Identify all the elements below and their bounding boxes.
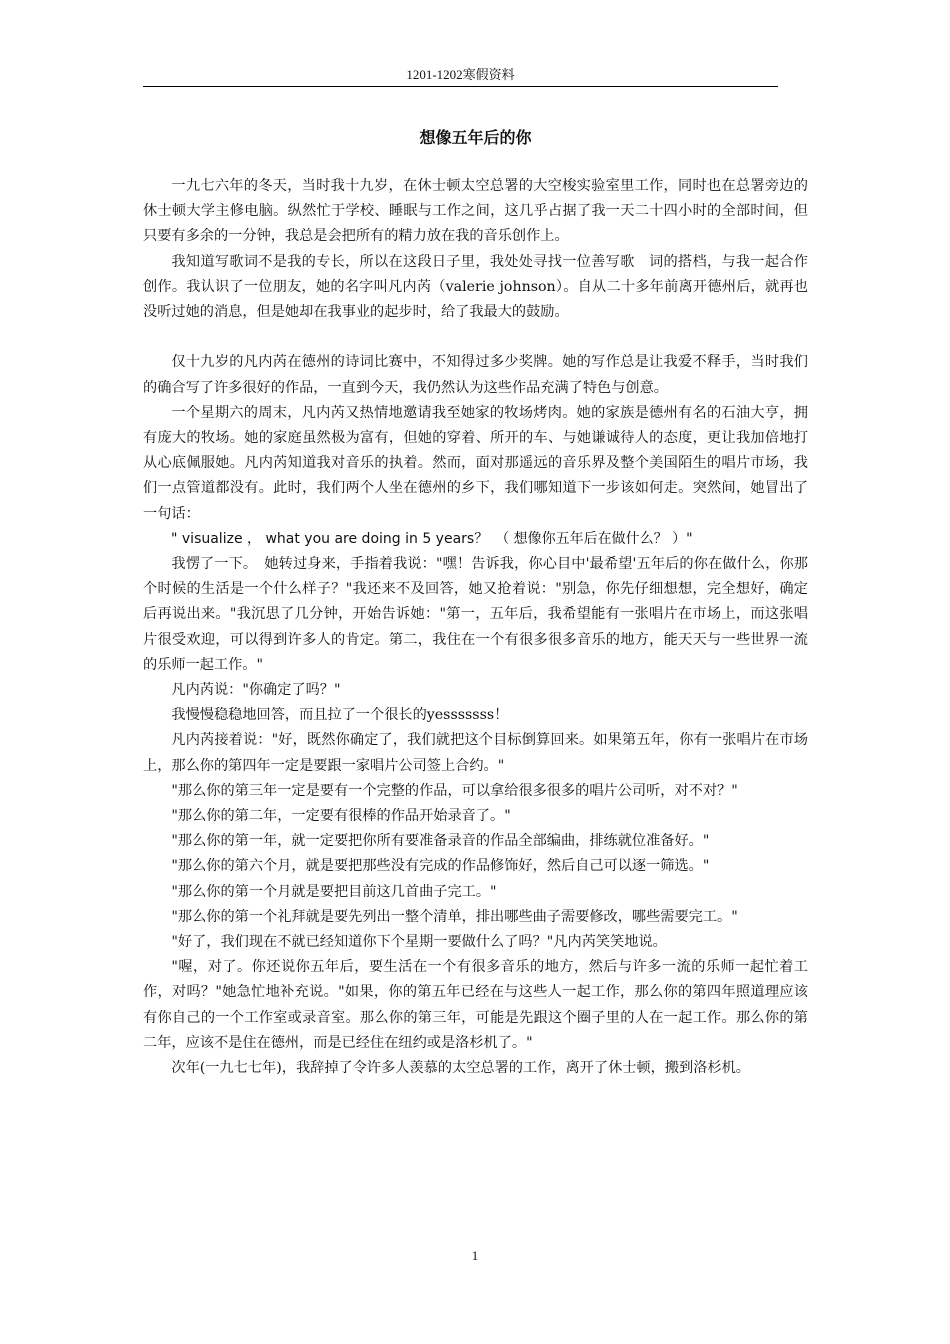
paragraph-gap: [143, 325, 808, 350]
header-rule: [143, 86, 778, 87]
paragraph: "那么你的第三年一定是要有一个完整的作品，可以拿给很多很多的唱片公司听，对不对？": [171, 782, 738, 799]
paragraph: 一个星期六的周末，凡内芮又热情地邀请我至她家的牧场烤肉。她的家族是德州有名的石油大亨，拥有庞大的牧场。她的家庭虽然极为富有，但她的穿着、所开的车、与她谦诚待人的态度，更让我加倍地打从心底佩服她。凡内芮知道我对音乐的执着。然而，面对那遥远的音乐界及整个美国陌生的唱片市场，我们一点管道都没有。此时，我们两个人坐在德州的乡下，我们哪知道下一步该如何走。突然间，她冒出了一句话：: [143, 404, 808, 522]
paragraph: "那么你的第一个礼拜就是要先列出一整个清单，排出哪些曲子需要修改，哪些需要完工。": [171, 908, 738, 925]
page-header: 1201-1202寒假资料: [406, 67, 515, 82]
document-body: [143, 174, 808, 1081]
quote-line: " visualize ， what you are doing in 5 years？ （ 想像你五年后在做什么？ ）": [171, 530, 693, 547]
page-number: 1: [471, 1248, 479, 1263]
paragraph: "那么你的第六个月，就是要把那些没有完成的作品修饰好，然后自己可以逐一筛选。": [171, 858, 710, 875]
paragraph: "好了，我们现在不就已经知道你下个星期一要做什么了吗？"凡内芮笑笑地说。: [171, 934, 667, 951]
paragraph: "那么你的第一个月就是要把目前这几首曲子完工。": [171, 883, 497, 900]
paragraph: 凡内芮接着说："好，既然你确定了，我们就把这个目标倒算回来。如果第五年，你有一张唱片在市场上，那么你的第四年一定是要跟一家唱片公司签上合约。": [143, 732, 808, 774]
paragraph: 我慢慢稳稳地回答，而且拉了一个很长的yesssssss！: [171, 707, 509, 724]
paragraph: 一九七六年的冬天，当时我十九岁，在休士顿太空总署的大空梭实验室里工作，同时也在总署旁边的休士顿大学主修电脑。纵然忙于学校、睡眠与工作之间，这几乎占据了我一天二十四小时的全部时间，但只要有多余的一分钟，我总是会把所有的精力放在我的音乐创作上。: [143, 178, 808, 245]
paragraph: 仅十九岁的凡内芮在德州的诗词比赛中，不知得过多少奖牌。她的写作总是让我爱不释手，当时我们的确合写了许多很好的作品，一直到今天，我仍然认为这些作品充满了特色与创意。: [143, 354, 808, 396]
paragraph: "那么你的第一年，就一定要把你所有要准备录音的作品全部编曲，排练就位准备好。": [171, 833, 710, 850]
paragraph: 我愣了一下。 她转过身来，手指着我说："嘿！告诉我，你心目中'最希望'五年后的你在做什么，你那个时候的生活是一个什么样子？"我还来不及回答，她又抢着说："别急，你先仔细想想，完全想好，确定后再说出来。"我沉思了几分钟，开始告诉她："第一，五年后，我希望能有一张唱片在市场上，而这张唱片很受欢迎，可以得到许多人的肯定。第二，我住在一个有很多很多音乐的地方，能天天与一些世界一流的乐师一起工作。": [143, 556, 808, 673]
paragraph: "那么你的第二年，一定要有很棒的作品开始录音了。": [171, 808, 511, 825]
paragraph: 凡内芮说："你确定了吗？": [171, 682, 341, 699]
paragraph: 次年(一九七七年)，我辞掉了令许多人羡慕的太空总署的工作，离开了休士顿，搬到洛杉机。: [171, 1060, 750, 1077]
paragraph: "喔，对了。你还说你五年后，要生活在一个有很多音乐的地方，然后与许多一流的乐师一起忙着工作，对吗？"她急忙地补充说。"如果，你的第五年已经在与这些人一起工作，那么你的第四年照道理应该有你自己的一个工作室或录音室。那么你的第三年，可能是先跟这个圈子里的人在一起工作。那么你的第二年，应该不是住在德州，而是已经住在纽约或是洛杉机了。": [143, 959, 808, 1051]
document-title: 想像五年后的你: [419, 128, 532, 147]
paragraph: 我知道写歌词不是我的专长，所以在这段日子里，我处处寻找一位善写歌 词的搭档，与我一起合作创作。我认识了一位朋友，她的名字叫凡内芮（valerie johnson）。自从二十多年前离开德州后，就再也没听过她的消息，但是她却在我事业的起步时，给了我最大的鼓励。: [143, 253, 808, 321]
